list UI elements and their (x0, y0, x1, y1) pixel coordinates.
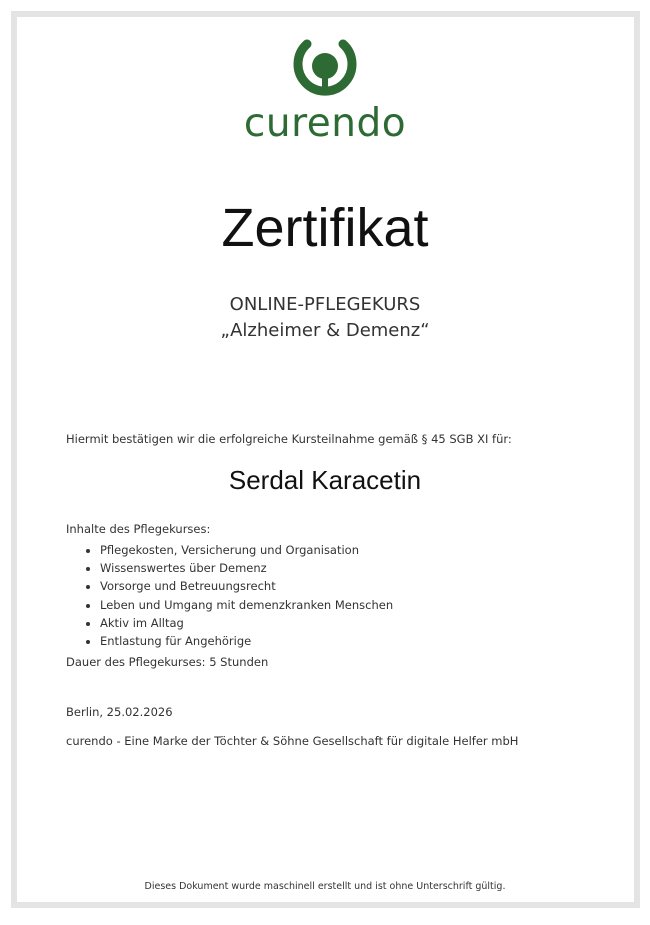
list-item: • Vorsorge und Betreuungsrecht (100, 577, 393, 595)
course-duration: Dauer des Pflegekurses: 5 Stunden (66, 655, 269, 669)
logo (0, 38, 650, 100)
list-item: • Aktiv im Alltag (100, 614, 393, 632)
list-item: • Leben und Umgang mit demenzkranken Menschen (100, 596, 393, 614)
list-item: • Entlastung für Angehörige (100, 632, 393, 650)
curendo-logo-icon (293, 38, 357, 100)
certificate-title: Zertifikat (221, 198, 429, 258)
confirmation-text: Hiermit bestätigen wir die erfolgreiche Kursteilnahme gemäß § 45 SGB XI für: (66, 432, 512, 446)
contents-list (66, 541, 393, 650)
list-item: • Pflegekosten, Versicherung und Organisation (100, 541, 393, 559)
list-item: • Wissenswertes über Demenz (100, 559, 393, 577)
place-date: Berlin, 25.02.2026 (66, 705, 173, 719)
contents-label: Inhalte des Pflegekurses: (66, 522, 211, 536)
course-type: ONLINE-PFLEGEKURS (229, 294, 421, 315)
footer-note: Dieses Dokument wurde maschinell erstellt und ist ohne Unterschrift gültig. (144, 881, 506, 892)
company-line: curendo - Eine Marke der Töchter & Söhne Gesellschaft für digitale Helfer mbH (66, 734, 519, 748)
participant-name: Serdal Karacetin (228, 465, 422, 495)
brand-wordmark: curendo (243, 101, 407, 146)
course-name: „Alzheimer & Demenz“ (220, 320, 430, 341)
